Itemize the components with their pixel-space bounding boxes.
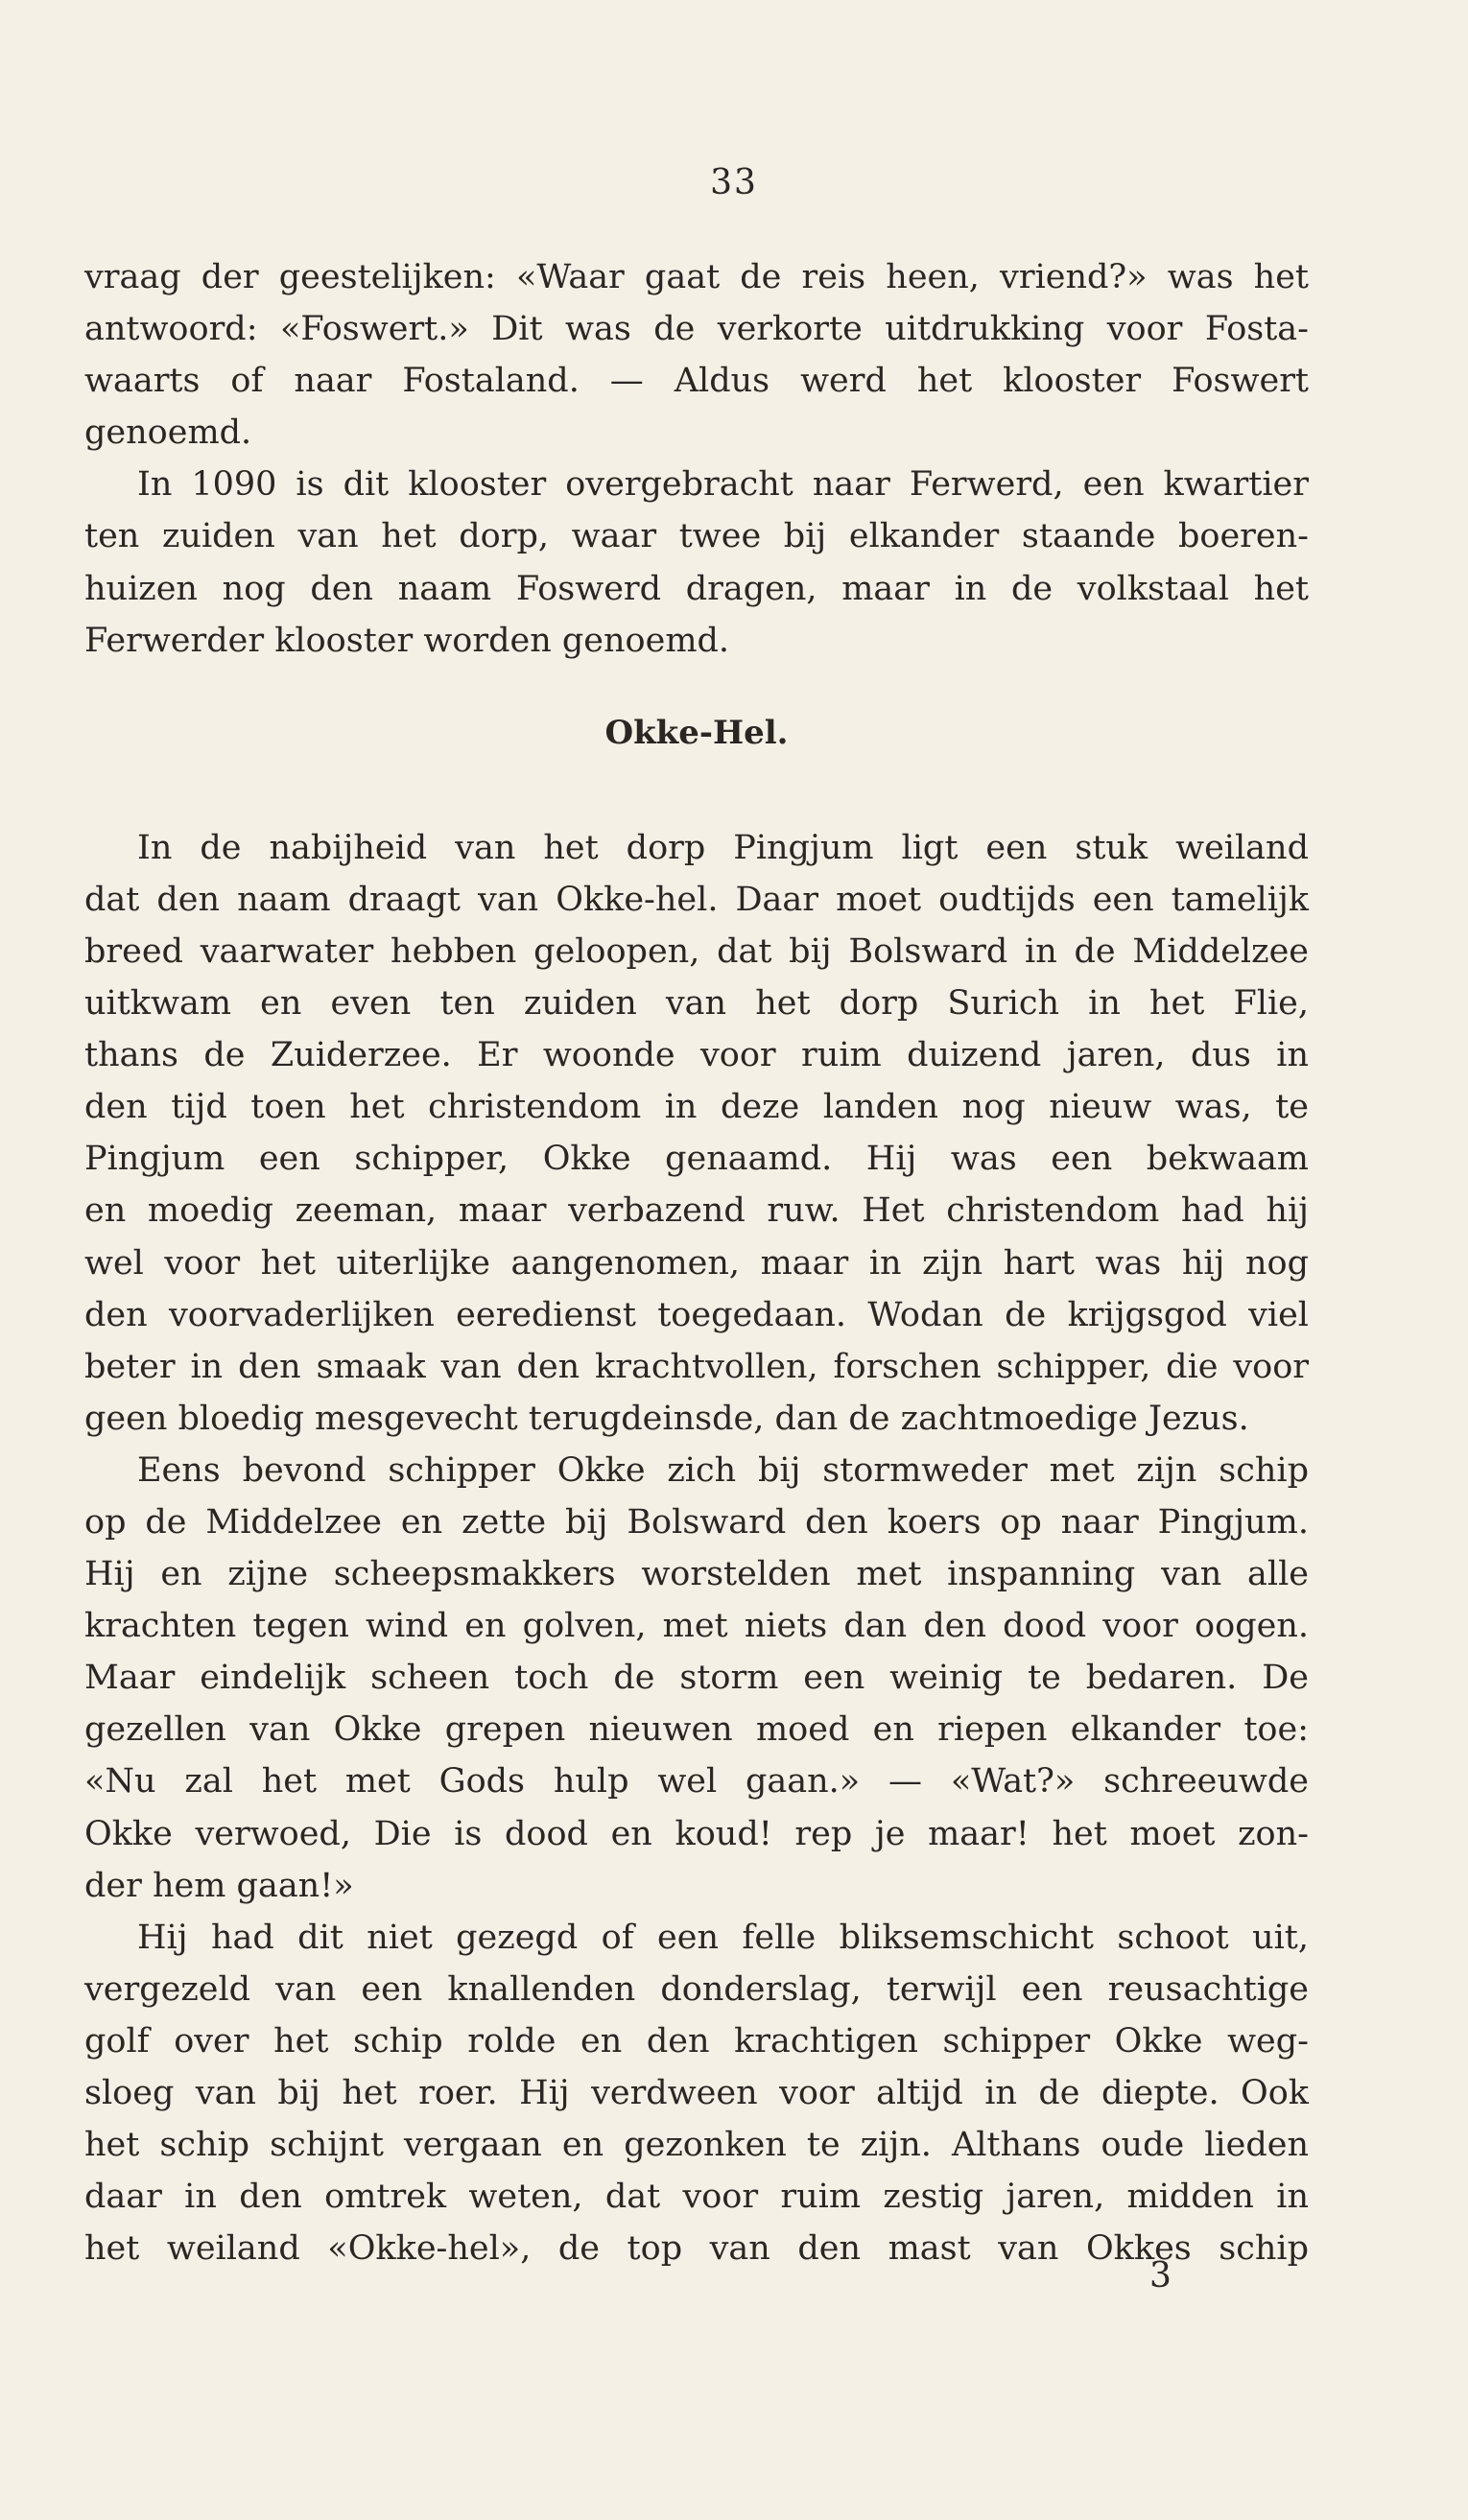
text-line: Pingjum een schipper, Okke genaamd. Hij was een bekwaam (84, 1140, 1309, 1179)
text-line: Eens bevond schipper Okke zich bij stormweder met zijn schip (137, 1450, 1309, 1490)
text-line: breed vaarwater hebben geloopen, dat bij Bolsward in de Middelzee (84, 931, 1309, 971)
text-line: Maar eindelijk scheen toch de storm een weinig te bedaren. De (84, 1659, 1309, 1698)
text-line: waarts of naar Fostaland. — Aldus werd het klooster Foswert (84, 362, 1309, 401)
body-text (84, 251, 1309, 2274)
section-heading: Okke-Hel. (604, 713, 789, 752)
text-line: genoemd. (84, 413, 252, 453)
text-line: dat den naam draagt van Okke-hel. Daar moet oudtijds een tamelijk (84, 880, 1309, 919)
text-line: huizen nog den naam Foswerd dragen, maar in de volkstaal het (84, 569, 1309, 608)
text-line: Okke verwoed, Die is dood en koud! rep je maar! het moet zon- (84, 1814, 1309, 1853)
text-line: daar in den omtrek weten, dat voor ruim zestig jaren, midden in (84, 2178, 1309, 2217)
text-line: geen bloedig mesgevecht terugdeinsde, dan de zachtmoedige Jezus. (84, 1399, 1249, 1438)
text-line: op de Middelzee en zette bij Bolsward den koers op naar Pingjum. (84, 1502, 1309, 1542)
paragraph-4 (84, 1445, 1309, 1912)
heading-block (84, 667, 1309, 822)
text-line: Hij had dit niet gezegd of een felle bliksemschicht schoot uit, (137, 1918, 1309, 1957)
text-line: Ferwerder klooster worden genoemd. (84, 621, 730, 660)
text-line: wel voor het uiterlijke aangenomen, maar in zijn hart was hij nog (84, 1243, 1309, 1283)
text-line: sloeg van bij het roer. Hij verdween voor altijd in de diepte. Ook (84, 2074, 1309, 2112)
paragraph-3 (84, 822, 1309, 1445)
text-line: In de nabijheid van het dorp Pingjum ligt een stuk weiland (137, 828, 1309, 867)
paragraph-5 (84, 1912, 1309, 2275)
text-line: den tijd toen het christendom in deze landen nog nieuw was, te (84, 1088, 1309, 1127)
text-line: golf over het schip rolde en den krachtigen schipper Okke weg- (84, 2021, 1309, 2061)
text-line: antwoord: «Foswert.» Dit was de verkorte uitdrukking voor Fosta- (84, 310, 1309, 349)
text-line: ten zuiden van het dorp, waar twee bij elkander staande boeren- (84, 517, 1309, 556)
text-line: «Nu zal het met Gods hulp wel gaan.» — «Wat?» schreeuwde (84, 1762, 1309, 1802)
signature-mark: 3 (1149, 2256, 1172, 2296)
text-line: krachten tegen wind en golven, met niets dan den dood voor oogen. (84, 1607, 1309, 1646)
paragraph-2 (84, 459, 1309, 666)
text-line: beter in den smaak van den krachtvollen, forschen schipper, die voor (84, 1347, 1309, 1386)
text-line: en moedig zeeman, maar verbazend ruw. Het christendom had hij (84, 1191, 1309, 1231)
text-line: gezellen van Okke grepen nieuwen moed en riepen elkander toe: (84, 1710, 1309, 1750)
text-line: der hem gaan!» (84, 1866, 354, 1905)
text-line: thans de Zuiderzee. Er woonde voor ruim duizend jaren, dus in (84, 1036, 1309, 1075)
paragraph-1 (84, 251, 1309, 459)
text-line: vraag der geestelijken: «Waar gaat de reis heen, vriend?» was het (84, 258, 1309, 296)
text-line: In 1090 is dit klooster overgebracht naar Ferwerd, een kwartier (137, 465, 1309, 505)
text-line: vergezeld van een knallenden donderslag, terwijl een reusachtige (84, 1969, 1309, 2009)
text-line: Hij en zijne scheepsmakkers worstelden met inspanning van alle (84, 1555, 1309, 1594)
text-line: het schip schijnt vergaan en gezonken te zijn. Althans oude lieden (84, 2126, 1309, 2165)
text-line: het weiland «Okke-hel», de top van den mast van Okkes schip (84, 2229, 1309, 2269)
text-line: uitkwam en even ten zuiden van het dorp Surich in het Flie, (84, 984, 1309, 1024)
page-number: 33 (710, 163, 758, 202)
text-line: den voorvaderlijken eeredienst toegedaan. Wodan de krijgsgod viel (84, 1295, 1309, 1334)
